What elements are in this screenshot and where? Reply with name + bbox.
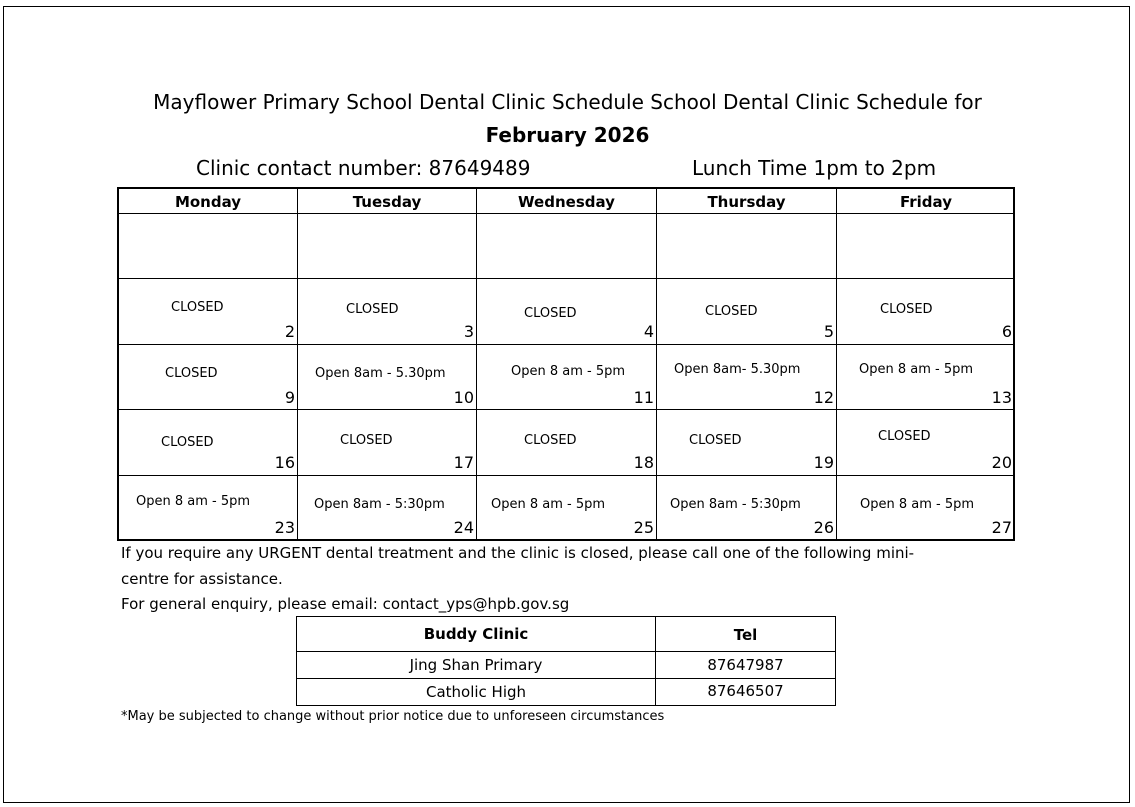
buddy-clinic-tel: 87647987 — [707, 656, 784, 674]
day-number: 23 — [274, 518, 295, 537]
grid-line — [1014, 189, 1015, 539]
cell-status: CLOSED — [171, 300, 224, 315]
cell-status: CLOSED — [705, 304, 758, 319]
cell-status: Open 8 am - 5pm — [136, 494, 251, 509]
grid-line — [297, 678, 835, 679]
buddy-header-clinic: Buddy Clinic — [423, 625, 529, 643]
grid-line — [119, 475, 1013, 476]
cell-status: Open 8 am - 5pm — [860, 497, 975, 512]
grid-line — [119, 213, 1013, 214]
grid-line — [119, 409, 1013, 410]
day-number: 13 — [991, 388, 1012, 407]
day-number: 6 — [1001, 322, 1012, 341]
buddy-clinic-table — [296, 616, 836, 706]
grid-line — [476, 189, 477, 539]
cell-status: CLOSED — [689, 433, 742, 448]
day-number: 5 — [823, 322, 834, 341]
day-number: 2 — [284, 322, 295, 341]
cell-status: CLOSED — [161, 435, 214, 450]
header-tuesday: Tuesday — [352, 193, 422, 211]
urgent-note-line2: centre for assistance. — [121, 570, 283, 588]
disclaimer-note: *May be subjected to change without prior notice due to unforeseen circumstances — [121, 709, 665, 724]
header-friday: Friday — [899, 193, 952, 211]
cell-status: CLOSED — [346, 302, 399, 317]
cell-status: CLOSED — [524, 306, 577, 321]
buddy-clinic-tel: 87646507 — [707, 682, 784, 700]
cell-status: Open 8am - 5:30pm — [314, 497, 445, 512]
day-number: 16 — [274, 453, 295, 472]
day-number: 20 — [991, 453, 1012, 472]
header-monday: Monday — [174, 193, 242, 211]
header-wednesday: Wednesday — [518, 193, 615, 211]
day-number: 11 — [633, 388, 654, 407]
cell-status: CLOSED — [524, 433, 577, 448]
grid-line — [836, 189, 837, 539]
day-number: 9 — [284, 388, 295, 407]
cell-status: Open 8 am - 5pm — [491, 497, 606, 512]
cell-status: Open 8am - 5:30pm — [670, 497, 801, 512]
day-number: 17 — [453, 453, 474, 472]
day-number: 10 — [453, 388, 474, 407]
cell-status: CLOSED — [880, 302, 933, 317]
cell-status: Open 8 am - 5pm — [511, 364, 626, 379]
day-number: 25 — [633, 518, 654, 537]
buddy-clinic-name: Jing Shan Primary — [409, 656, 543, 674]
document-title: Mayflower Primary School Dental Clinic Schedule School Dental Clinic Schedule for — [153, 90, 982, 114]
grid-line — [119, 278, 1013, 279]
urgent-note-line1: If you require any URGENT dental treatment and the clinic is closed, please call one of the following mini- — [121, 544, 915, 562]
header-thursday: Thursday — [707, 193, 786, 211]
day-number: 24 — [453, 518, 474, 537]
day-number: 27 — [991, 518, 1012, 537]
day-number: 26 — [813, 518, 834, 537]
grid-line — [297, 189, 298, 539]
clinic-contact-number: Clinic contact number: 87649489 — [196, 156, 531, 180]
cell-status: CLOSED — [340, 433, 393, 448]
day-number: 12 — [813, 388, 834, 407]
cell-status: CLOSED — [878, 429, 931, 444]
buddy-header-tel: Tel — [733, 626, 758, 644]
enquiry-note: For general enquiry, please email: contact_yps@hpb.gov.sg — [121, 595, 570, 613]
cell-status: Open 8am- 5.30pm — [674, 362, 801, 377]
schedule-calendar — [117, 187, 1015, 541]
grid-line — [656, 189, 657, 539]
cell-status: Open 8am - 5.30pm — [315, 366, 446, 381]
day-number: 3 — [463, 322, 474, 341]
buddy-clinic-name: Catholic High — [425, 683, 527, 701]
month-heading: February 2026 — [485, 123, 650, 147]
lunch-time: Lunch Time 1pm to 2pm — [692, 156, 937, 180]
day-number: 18 — [633, 453, 654, 472]
grid-line — [119, 344, 1013, 345]
cell-status: Open 8 am - 5pm — [859, 362, 974, 377]
day-number: 4 — [643, 322, 654, 341]
day-number: 19 — [813, 453, 834, 472]
cell-status: CLOSED — [165, 366, 218, 381]
grid-line — [297, 651, 835, 652]
